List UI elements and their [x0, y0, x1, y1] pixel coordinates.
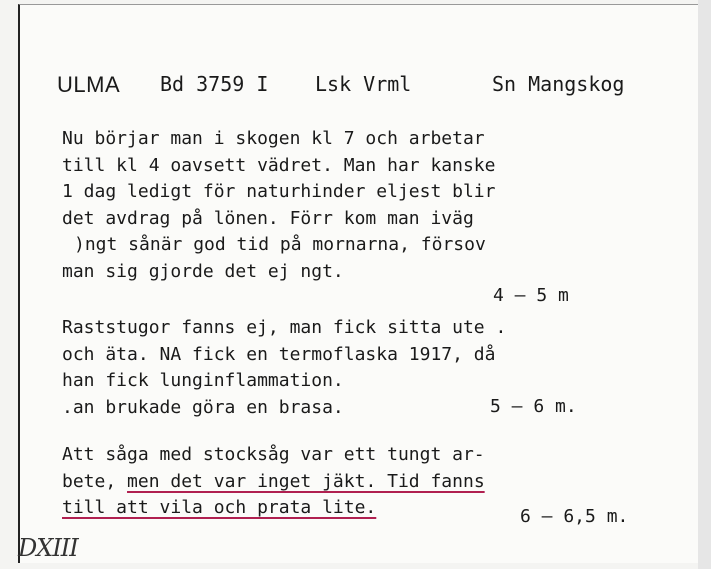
page-edge — [698, 0, 711, 569]
paragraph-3 — [62, 442, 485, 522]
volume-number: Bd 3759 I — [160, 72, 269, 96]
text-line: man sig gjorde det ej ngt. — [62, 260, 344, 282]
measurement-1: 4 — 5 m — [493, 285, 569, 306]
text-line: Att såga med stocksåg var ett tungt ar- — [62, 444, 485, 465]
text-line: )ngt sånär god tid på mornarna, försov — [74, 234, 486, 255]
underlined-text: till att vila och prata lite. — [62, 497, 377, 518]
text-line: Raststugor fanns ej, man fick sitta ute . — [62, 317, 507, 338]
text-line: och äta. NA fick en termoflaska 1917, då — [62, 343, 496, 365]
text-line: .an brukade göra en brasa. — [62, 396, 344, 418]
paragraph-1 — [62, 126, 495, 285]
archive-code: ULMA — [57, 72, 121, 97]
text-line: till kl 4 oavsett vädret. Man har kanske — [62, 154, 496, 176]
underlined-text: men det var inget jäkt. Tid fanns — [127, 470, 485, 492]
measurement-2: 5 — 6 m. — [490, 396, 577, 417]
text-line: det avdrag på lönen. Förr kom man iväg — [62, 207, 474, 229]
classification-stamp: DXIII — [18, 534, 78, 562]
paragraph-2 — [62, 315, 506, 421]
text-line-start: bete, — [62, 470, 128, 492]
province: Lsk Vrml — [315, 72, 412, 96]
text-line: 1 dag ledigt för naturhinder eljest blir — [62, 181, 496, 202]
text-line: han fick lunginflammation. — [62, 370, 344, 391]
text-line: Nu börjar man i skogen kl 7 och arbetar — [62, 128, 485, 149]
text-line — [62, 495, 485, 522]
parish: Sn Mangskog — [492, 72, 625, 96]
measurement-3: 6 — 6,5 m. — [520, 506, 629, 527]
text-line — [62, 469, 485, 496]
